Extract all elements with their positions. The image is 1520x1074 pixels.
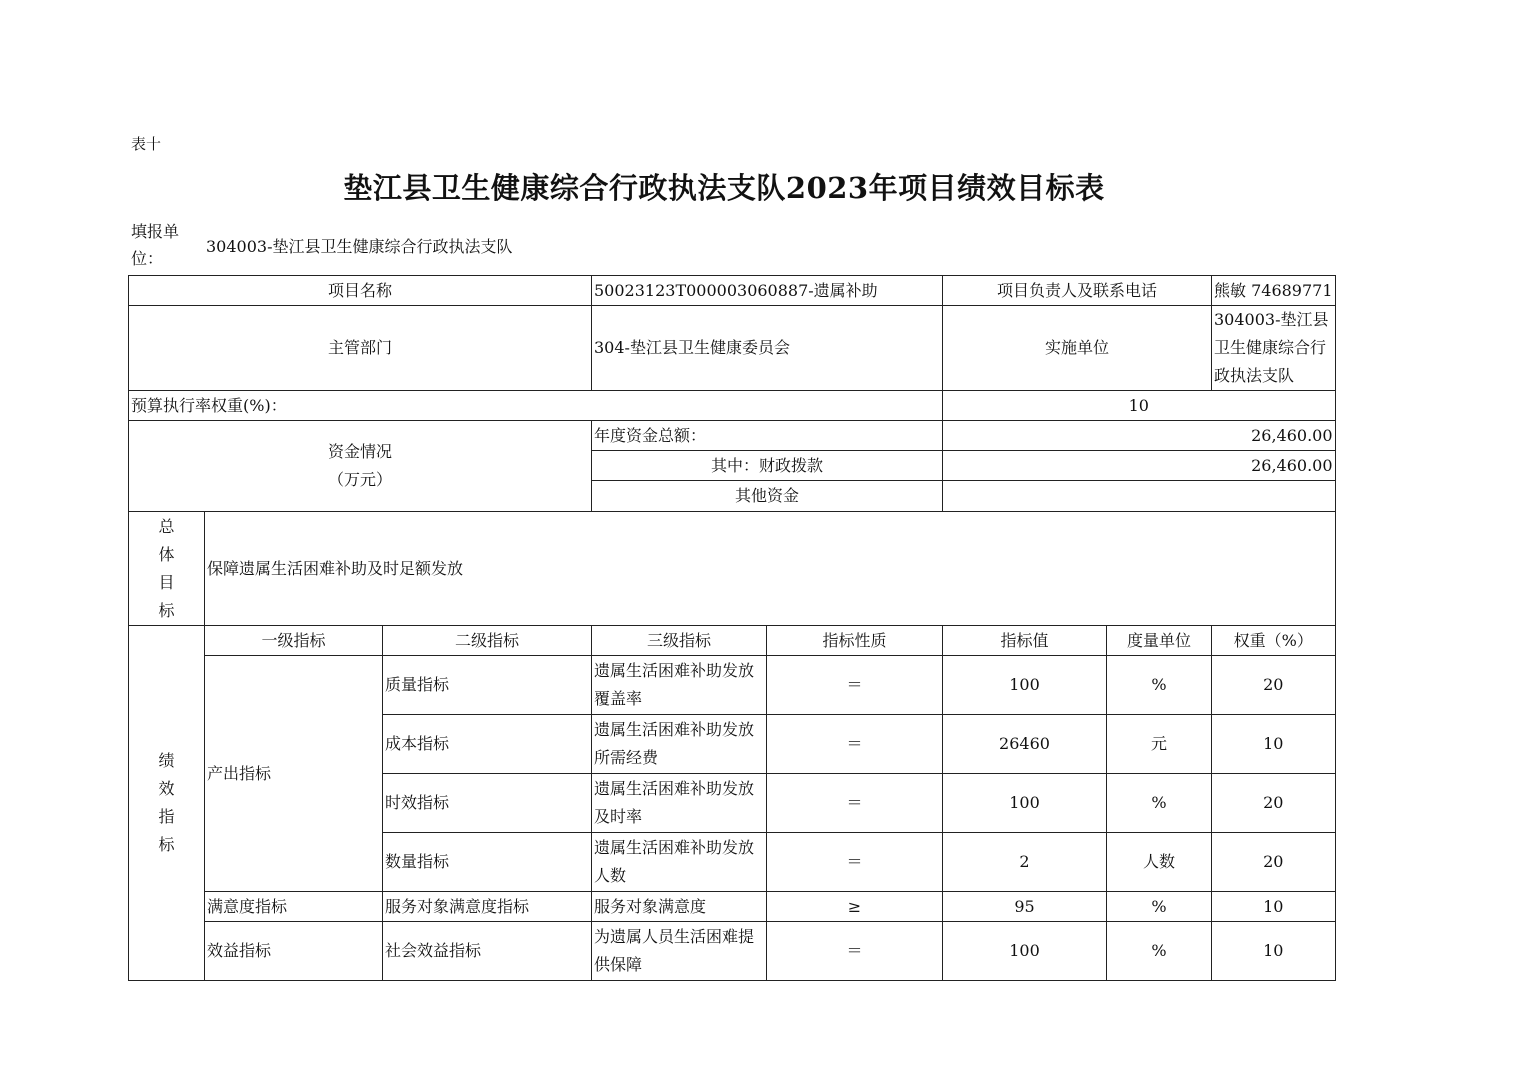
level2-cell: 社会效益指标: [383, 922, 592, 981]
table-row: [129, 656, 1336, 715]
level3-cell: 遗属生活困难补助发放及时率: [592, 774, 767, 833]
indicators-label-char: 标: [158, 835, 175, 854]
level3-cell: 为遗属人员生活困难提供保障: [592, 922, 767, 981]
value-cell: 26460: [943, 715, 1107, 774]
goal-label-char: 标: [158, 600, 175, 620]
nature-cell: ＝: [767, 774, 943, 833]
funds-fiscal-label: 其中：财政拨款: [592, 451, 943, 481]
level1-cell: 效益指标: [205, 922, 383, 981]
level3-cell: 遗属生活困难补助发放覆盖率: [592, 656, 767, 715]
level2-cell: 质量指标: [383, 656, 592, 715]
indicators-label-char: 绩: [158, 751, 175, 770]
funds-other-value: [943, 481, 1336, 512]
reporting-unit-value: 304003-垫江县卫生健康综合行政执法支队: [206, 237, 513, 256]
output-indicator-label: 产出指标: [205, 656, 383, 892]
header-unit: 度量单位: [1107, 626, 1212, 656]
value-cell: 2: [943, 833, 1107, 892]
funds-fiscal-value: 26,460.00: [943, 451, 1336, 481]
unit-cell: %: [1107, 774, 1212, 833]
weight-cell: 10: [1212, 922, 1336, 981]
goal-label-char: 总: [158, 516, 175, 536]
level3-cell: 遗属生活困难补助发放所需经费: [592, 715, 767, 774]
budget-weight-label: 预算执行率权重(%)：: [129, 391, 943, 421]
header-level2: 二级指标: [383, 626, 592, 656]
nature-cell: ≥: [767, 892, 943, 922]
funds-total-value: 26,460.00: [943, 421, 1336, 451]
header-weight: 权重（%）: [1212, 626, 1336, 656]
department-row: [129, 306, 1336, 391]
level3-cell: 遗属生活困难补助发放人数: [592, 833, 767, 892]
funds-total-label: 年度资金总额：: [592, 421, 943, 451]
project-owner-value: 熊敏 74689771: [1212, 276, 1336, 306]
overall-goal-row: [129, 512, 1336, 626]
unit-cell: 人数: [1107, 833, 1212, 892]
department-label: 主管部门: [129, 306, 592, 391]
project-name-label: 项目名称: [129, 276, 592, 306]
unit-cell: %: [1107, 656, 1212, 715]
unit-cell: %: [1107, 892, 1212, 922]
budget-weight-row: [129, 391, 1336, 421]
nature-cell: ＝: [767, 922, 943, 981]
header-level3: 三级指标: [592, 626, 767, 656]
funds-other-label: 其他资金: [592, 481, 943, 512]
weight-cell: 20: [1212, 833, 1336, 892]
implementing-unit-label: 实施单位: [943, 306, 1212, 391]
value-cell: 100: [943, 774, 1107, 833]
funds-label-line1: 资金情况: [327, 442, 392, 461]
value-cell: 100: [943, 656, 1107, 715]
goal-label-char: 目: [158, 572, 175, 592]
project-owner-label: 项目负责人及联系电话: [943, 276, 1212, 306]
nature-cell: ＝: [767, 715, 943, 774]
level2-cell: 成本指标: [383, 715, 592, 774]
value-cell: 95: [943, 892, 1107, 922]
department-value: 304-垫江县卫生健康委员会: [592, 306, 943, 391]
implementing-unit-value: 304003-垫江县卫生健康综合行政执法支队: [1212, 306, 1336, 391]
unit-cell: %: [1107, 922, 1212, 981]
nature-cell: ＝: [767, 656, 943, 715]
page-title: 垫江县卫生健康综合行政执法支队2023年项目绩效目标表: [343, 171, 1105, 205]
table-number-label: 表十: [131, 135, 162, 153]
header-nature: 指标性质: [767, 626, 943, 656]
indicator-header-row: [129, 626, 1336, 656]
budget-weight-value: 10: [943, 391, 1336, 421]
table-row: [129, 892, 1336, 922]
overall-goal-label: [129, 512, 205, 626]
funds-label: [129, 421, 592, 512]
project-name-value: 50023123T000003060887-遗属补助: [592, 276, 943, 306]
nature-cell: ＝: [767, 833, 943, 892]
indicators-label-char: 效: [158, 779, 175, 798]
level2-cell: 数量指标: [383, 833, 592, 892]
performance-target-table: [128, 275, 1336, 981]
header-level1: 一级指标: [205, 626, 383, 656]
value-cell: 100: [943, 922, 1107, 981]
level2-cell: 服务对象满意度指标: [383, 892, 592, 922]
overall-goal-text: 保障遗属生活困难补助及时足额发放: [205, 512, 1336, 626]
weight-cell: 10: [1212, 892, 1336, 922]
reporting-unit-label: 填报单位：: [131, 222, 180, 268]
weight-cell: 20: [1212, 656, 1336, 715]
funds-total-row: [129, 421, 1336, 451]
indicators-label-char: 指: [158, 807, 175, 826]
project-name-row: [129, 276, 1336, 306]
indicators-label: [129, 626, 205, 981]
weight-cell: 20: [1212, 774, 1336, 833]
table-row: [129, 922, 1336, 981]
level3-cell: 服务对象满意度: [592, 892, 767, 922]
level2-cell: 时效指标: [383, 774, 592, 833]
header-value: 指标值: [943, 626, 1107, 656]
weight-cell: 10: [1212, 715, 1336, 774]
level1-cell: 满意度指标: [205, 892, 383, 922]
unit-cell: 元: [1107, 715, 1212, 774]
goal-label-char: 体: [158, 544, 175, 564]
funds-label-line2: （万元）: [327, 470, 392, 489]
